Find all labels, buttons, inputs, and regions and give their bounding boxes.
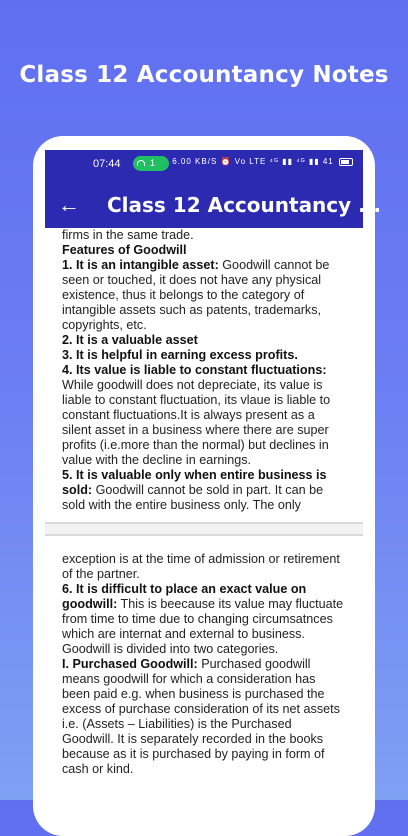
feature-6: 6. It is difficult to place an exact value on goodwill: This is beecause its value may fluctuate from time to time due to changing circumsatnces which are internat and external to business. Goodwill is divided into two categories. [62, 582, 344, 656]
text-line: exception is at the time of admission or retirement of the partner. [62, 552, 340, 581]
status-icons [172, 157, 353, 166]
feature-1: 1. It is an intangible asset: Goodwill cannot be seen or touched, it does not have any physical existence, thus it belongs to the category of intangible assets such as patents, trademarks, copyrights, etc. [62, 258, 330, 332]
status-icons-text: 6.00 KB/S ⏰ Vo LTE ⁴ᴳ ▮▮ ⁴ᴳ ▮▮ 41 [172, 157, 334, 166]
feature-5: 5. It is valuable only when entire business is sold: Goodwill cannot be sold in part. It can be sold with the entire business only. The only [62, 468, 327, 512]
call-indicator [133, 156, 169, 171]
phone-icon [137, 160, 145, 166]
battery-icon [339, 158, 353, 166]
status-time: 07:44 [93, 158, 121, 170]
notes-page-2[interactable] [45, 534, 363, 824]
text-line: firms in the same trade. [62, 228, 194, 242]
purchased-goodwill: I. Purchased Goodwill: Purchased goodwill means goodwill for which a consideration has been paid e.g. when business is purchased the excess of purchase consideration of its net assets i.e. (Assets – Liabilities) is the Purchased Goodwill. It is separately recorded in the books because as it is purchased by paying in form of cash or kind. [62, 657, 340, 776]
feature-2: 2. It is a valuable asset [62, 333, 198, 347]
section-heading: Features of Goodwill [62, 243, 187, 257]
feature-3: 3. It is helpful in earning excess profits. [62, 348, 298, 362]
feature-4: 4. Its value is liable to constant fluctuations: While goodwill does not depreciate, its value is liable to constant fluctuation, its vlaue is liable to constant fluctuations.It is always present as a silent asset in a business where there are super profits (i.e.more than the normal) but declines in value with the decline in earnings. [62, 363, 331, 467]
back-arrow-icon[interactable]: ← [58, 192, 80, 217]
app-bar-title: Class 12 Accountancy ... [107, 193, 381, 217]
app-screen [45, 150, 381, 810]
notes-page-1[interactable] [45, 228, 363, 524]
app-bar [45, 178, 381, 232]
call-count: 1 [150, 158, 156, 168]
status-bar [45, 150, 363, 178]
promo-title: Class 12 Accountancy Notes [19, 62, 389, 88]
page-separator [45, 524, 363, 534]
